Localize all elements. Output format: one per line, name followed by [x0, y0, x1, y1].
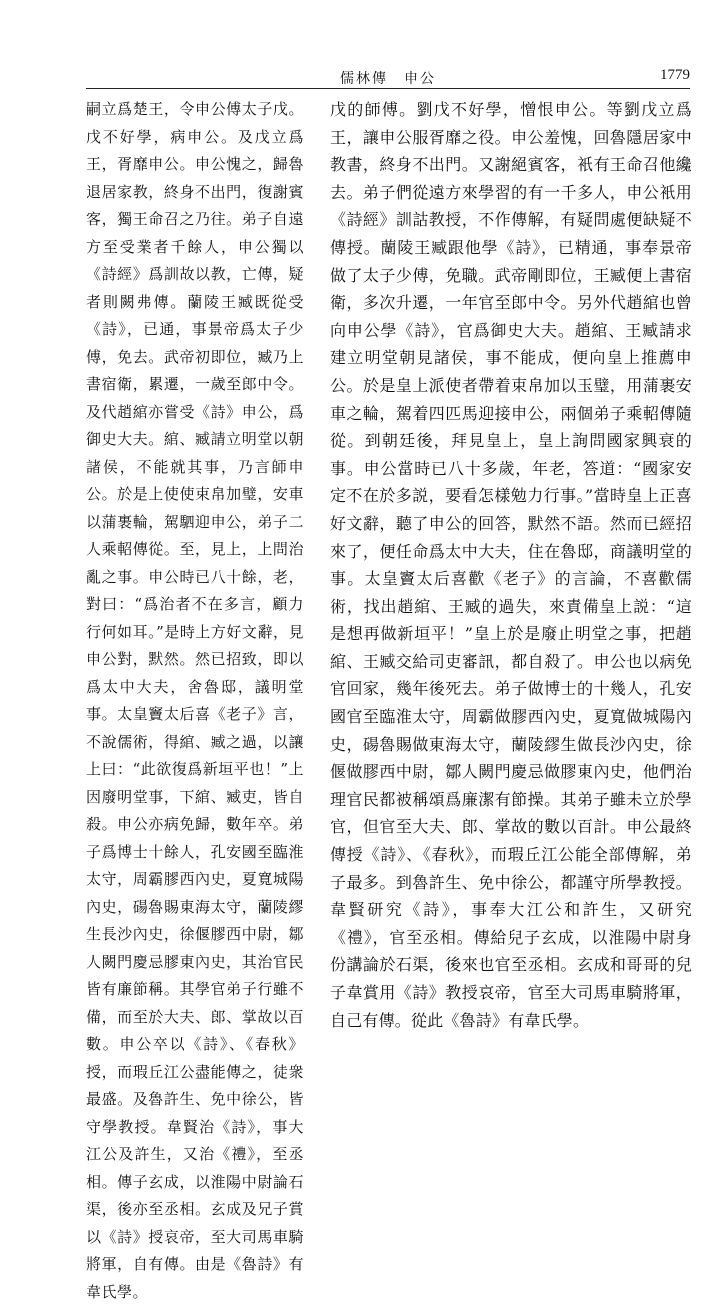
- translation-column: [330, 96, 692, 1030]
- original-text: 嗣立爲楚王，令申公傅太子戊。戊不好學，病申公。及戊立爲王，胥靡申公。申公愧之，歸魯退居家教，終身不出門，復謝賓客，獨王命召之乃往。弟子自遠方至受業者千餘人，申公獨以《詩經》爲訓故以教，亡傳，疑者則闕弗傳。蘭陵王臧既從受《詩》，已通，事景帝爲太子少傅，免去。武帝初即位，臧乃上書宿衛，累遷，一歲至郎中令。及代趙綰亦嘗受《詩》申公，爲御史大夫。綰、臧請立明堂以朝諸侯，不能就其事，乃言師申公。於是上使使束帛加璧，安車以蒲裹輪，駕駟迎申公，弟子二人乘軺傳從。至，見上，上問治亂之事。申公時已八十餘，老，對曰：“爲治者不在多言，顧力行何如耳。”是時上方好文辭，見申公對，默然。然已招致，即以爲太中大夫，舍魯邸，議明堂事。太皇竇太后喜《老子》言，不說儒術，得綰、臧之過，以讓上曰：“此欲復爲新垣平也！”上因廢明堂事，下綰、臧吏，皆自殺。申公亦病免歸，數年卒。弟子爲博士十餘人，孔安國至臨淮太守，周霸膠西內史，夏寬城陽內史，碭魯賜東海太守，蘭陵繆生長沙內史，徐偃膠西中尉，鄒人闕門慶忌膠東內史，其治官民皆有廉節稱。其學官弟子行雖不備，而至於大夫、郎、掌故以百數。申公卒以《詩》、《春秋》授，而瑕丘江公盡能傳之，徒衆最盛。及魯許生、免中徐公，皆守學教授。韋賢治《詩》，事大江公及許生，又治《禮》，至丞相。傳子玄成，以淮陽中尉論石渠，後亦至丞相。玄成及兄子賞以《詩》授哀帝，至大司馬車騎將軍，自有傳。由是《魯詩》有韋氏學。: [86, 100, 304, 1301]
- header-rule: [86, 88, 690, 89]
- running-title: 儒林傳 申公: [340, 71, 436, 87]
- translation-text: 戊的師傅。劉戊不好學，憎恨申公。等劉戊立爲王，讓申公服胥靡之役。申公羞愧，回魯隱居家中教書，終身不出門。又謝絕賓客，衹有王命召他纔去。弟子們從遠方來學習的有一千多人，申公衹用《詩經》訓詁教授，不作傳解，有疑問處便缺疑不傳授。蘭陵王臧跟他學《詩》，已精通，事奉景帝做了太子少傅，免職。武帝剛即位，王臧便上書宿衛，多次升遷，一年官至郎中令。另外代趙綰也曾向申公學《詩》，官爲御史大夫。趙綰、王臧請求建立明堂朝見諸侯，事不能成，便向皇上推薦申公。於是皇上派使者帶着束帛加以玉璧，用蒲裹安車之輪，駕着四匹馬迎接申公，兩個弟子乘軺傳隨從。到朝廷後，拜見皇上，皇上詢問國家興衰的事。申公當時已八十多歲，年老，答道：“國家安定不在於多説，要看怎樣勉力行事。”當時皇上正喜好文辭，聽了申公的回答，默然不語。然而已經招來了，便任命爲太中大夫，住在魯邸，商議明堂的事。太皇竇太后喜歡《老子》的言論，不喜歡儒術，找出趙綰、王臧的過失，來責備皇上説：“這是想再做新垣平！”皇上於是廢止明堂之事，把趙綰、王臧交給司吏審訊，都自殺了。申公也以病免官回家，幾年後死去。弟子做博士的十幾人，孔安國官至臨淮太守，周霸做膠西內史，夏寬做城陽內史，碭魯賜做東海太守，蘭陵繆生做長沙內史，徐偃做膠西中尉，鄒人闕門慶忌做膠東內史，他們治理官民都被稱頌爲廉潔有節操。其弟子雖未立於學官，但官至大夫、郎、掌故的數以百計。申公最終傳授《詩》、《春秋》，而瑕丘江公能全部傳解，弟子最多。到魯許生、免中徐公，都謹守所學教授。韋賢研究《詩》，事奉大江公和許生，又研究《禮》，官至丞相。傳給兒子玄成，以淮陽中尉身份講論於石渠，後來也官至丞相。玄成和哥哥的兒子韋賞用《詩》教授哀帝，官至大司馬車騎將軍，自己有傳。從此《魯詩》有韋氏學。: [330, 100, 692, 1030]
- page-number: 1779: [660, 67, 690, 83]
- page-header: [86, 60, 690, 90]
- original-text-column: [86, 96, 304, 1301]
